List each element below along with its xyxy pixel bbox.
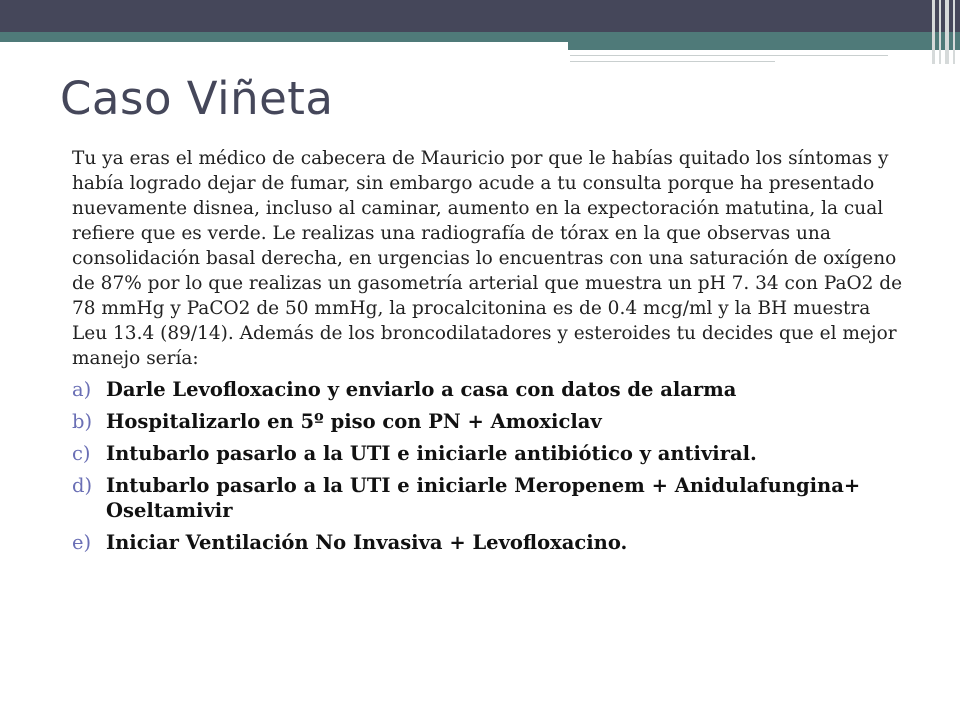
answer-options-list: [72, 377, 908, 555]
answer-option-b: [72, 409, 908, 434]
option-letter: e): [72, 531, 92, 554]
corner-stripe: [932, 0, 935, 64]
header-divider-line: [570, 55, 888, 56]
corner-stripe: [953, 0, 955, 64]
option-letter: a): [72, 378, 92, 401]
answer-option-a: [72, 377, 908, 402]
option-text: Darle Levofloxacino y enviarlo a casa con datos de alarma: [106, 378, 737, 401]
option-text: Iniciar Ventilación No Invasiva + Levofloxacino.: [106, 531, 628, 554]
option-letter: d): [72, 474, 93, 497]
answer-option-c: [72, 441, 908, 466]
option-text: Hospitalizarlo en 5º piso con PN + Amoxiclav: [106, 410, 602, 433]
answer-option-e: [72, 530, 908, 555]
header-divider-line: [570, 61, 775, 62]
answer-option-d: [72, 473, 908, 523]
option-letter: b): [72, 410, 93, 433]
header-bar: [0, 0, 960, 32]
option-letter: c): [72, 442, 91, 465]
header-accent-step: [568, 42, 960, 50]
slide-content: [72, 146, 908, 562]
case-paragraph: Tu ya eras el médico de cabecera de Mauricio por que le habías quitado los síntomas y había logrado dejar de fumar, sin embargo acude a tu consulta porque ha presentado nuevamente disnea, incluso al caminar, aumento en la expectoración matutina, la cual refiere que es verde. Le realizas una radiografía de tórax en la que observas una consolidación basal derecha, en urgencias lo encuentras con una saturación de oxígeno de 87% por lo que realizas un gasometría arterial que muestra un pH 7. 34 con PaO2 de 78 mmHg y PaCO2 de 50 mmHg, la procalcitonina es de 0.4 mcg/ml y la BH muestra Leu 13.4 (89/14). Además de los broncodilatadores y esteroides tu decides que el mejor manejo sería:: [72, 148, 903, 369]
corner-stripe: [939, 0, 941, 64]
option-text: Intubarlo pasarlo a la UTI e iniciarle Meropenem + Anidulafungina+ Oseltamivir: [106, 474, 861, 522]
header-accent-band: [0, 32, 960, 42]
option-text: Intubarlo pasarlo a la UTI e iniciarle antibiótico y antiviral.: [106, 442, 757, 465]
slide-title: Caso Viñeta: [60, 72, 334, 125]
corner-stripe: [945, 0, 949, 64]
header-corner-stripes: [930, 0, 960, 64]
header-divider-line: [570, 51, 888, 53]
